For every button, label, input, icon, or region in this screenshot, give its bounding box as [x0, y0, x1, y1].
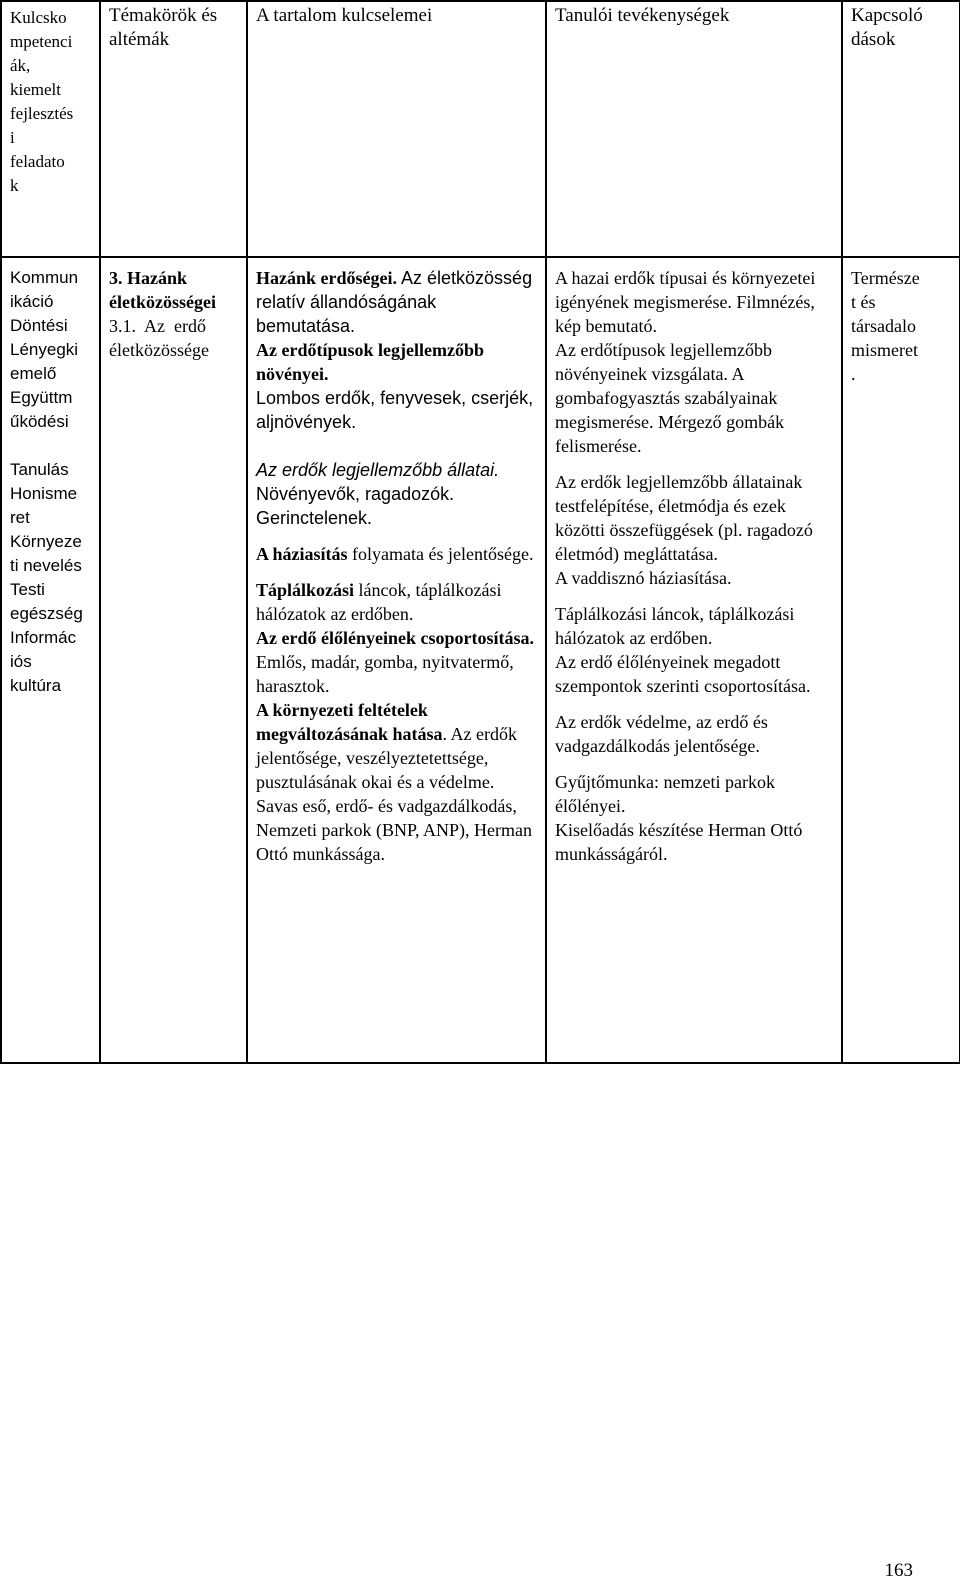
topic-title-line: életközösségei — [109, 292, 216, 312]
spacer — [555, 590, 833, 602]
content-text: Növényevők, ragadozók. Gerinctelenek. — [256, 484, 455, 528]
activity-text: Az erdők védelme, az erdő és vadgazdálkodás jelentősége. — [555, 712, 768, 756]
competency-line: Honisme — [10, 484, 78, 503]
competency-line: Együttm — [10, 388, 73, 407]
connection-line: t és — [851, 292, 876, 312]
competency-line: emelő — [10, 364, 57, 383]
content-text: Lombos erdők, fenyvesek, cserjék, aljnövények. — [256, 388, 534, 432]
competency-line: ti nevelés — [10, 556, 82, 575]
activity-text: Kiselőadás készítése Herman Ottó munkásságáról. — [555, 820, 803, 864]
activity-text: Az erdők legjellemzőbb állatainak testfelépítése, életmódja és ezek közötti összefüggések (pl. ragadozó életmód) megláttatása. — [555, 472, 813, 564]
content-italic: Az erdők legjellemzőbb állatai. — [256, 460, 500, 480]
activity-text: Az erdőtípusok legjellemzőbb növényeinek vizsgálata. A gombafogyasztás szabályainak megismerése. Mérgező gombák felismerése. — [555, 340, 785, 456]
connections-cell — [842, 257, 960, 1063]
header-row — [1, 1, 960, 257]
header-connections — [842, 1, 960, 257]
activity-text: Táplálkozási láncok, táplálkozási hálózatok az erdőben. — [555, 604, 795, 648]
connection-line: . — [851, 364, 856, 384]
competency-line: egészség — [10, 604, 83, 623]
content-bold: Az erdő élőlényeinek csoportosítása. — [256, 628, 534, 648]
header-line: fejlesztés — [10, 104, 74, 123]
header-line: altémák — [109, 29, 170, 50]
topic-title-line: 3. Hazánk — [109, 268, 188, 288]
header-line: mpetenci — [10, 32, 73, 51]
content-row — [1, 257, 960, 1063]
content-block — [256, 698, 537, 794]
content-text: Savas eső, erdő- és vadgazdálkodás, — [256, 796, 517, 816]
competency-line: Kommun — [10, 268, 79, 287]
competency-line: űködési — [10, 412, 69, 431]
content-bold: A környezeti feltételek megváltozásának hatása — [256, 700, 443, 744]
content-text: Az életközösség relatív állandóságának bemutatása. — [256, 268, 533, 336]
spacer — [256, 530, 537, 542]
content-bold: A háziasítás — [256, 544, 348, 564]
activity-text: Gyűjtőmunka: nemzeti parkok élőlényei. — [555, 772, 775, 816]
header-line: Témakörök és — [109, 5, 218, 26]
content-bold: Az erdőtípusok legjellemzőbb növényei. — [256, 340, 484, 384]
header-line: Kulcsko — [10, 8, 67, 27]
content-text: Nemzeti parkok (BNP, ANP), Herman Ottó munkássága. — [256, 820, 532, 864]
content-block — [256, 578, 537, 626]
activities-cell — [546, 257, 842, 1063]
competency-line: Döntési — [10, 316, 68, 335]
competency-line: Lényegki — [10, 340, 79, 359]
content-text: . Az erdők jelentősége, veszélyeztetettsége, pusztulásának okai és a védelme. — [256, 724, 517, 792]
competency-line: Informác — [10, 628, 77, 647]
competency-line: iós — [10, 652, 32, 671]
competency-line: Testi — [10, 580, 45, 599]
header-line: kiemelt — [10, 80, 61, 99]
topic-cell — [100, 257, 247, 1063]
competency-line: ikáció — [10, 292, 54, 311]
topic-title — [109, 266, 238, 290]
content-text: folyamata és jelentősége. — [347, 544, 534, 564]
header-line: feladato — [10, 152, 65, 171]
competencies-cell — [1, 257, 100, 1063]
content-block — [256, 542, 537, 566]
content-block — [256, 266, 537, 338]
header-line: ák, — [10, 56, 31, 75]
competency-line: Környeze — [10, 532, 82, 551]
header-content: A tartalom kulcselemei — [247, 1, 546, 257]
header-activities: Tanulói tevékenységek — [546, 1, 842, 257]
content-bold: Hazánk erdőségei. — [256, 268, 397, 288]
connection-line: társadalo — [851, 316, 916, 336]
competency-line — [10, 434, 91, 458]
connection-line: Természe — [851, 268, 920, 288]
subtopic-title: életközössége — [109, 340, 209, 360]
header-line: dások — [851, 29, 896, 50]
page-number: 163 — [884, 1560, 913, 1581]
content-text: Emlős, madár, gomba, nyitvatermő, harasztok. — [256, 652, 514, 696]
content-cell — [247, 257, 546, 1063]
content-bold: Táplálkozási — [256, 580, 355, 600]
content-text: láncok, táplálkozási hálózatok az erdőben. — [256, 580, 502, 624]
spacer — [555, 758, 833, 770]
header-line: i — [10, 128, 15, 147]
header-line: k — [10, 176, 19, 195]
spacer — [555, 698, 833, 710]
competency-line: ret — [10, 508, 30, 527]
subtopic-title: 3.1. Az erdő — [109, 316, 206, 336]
header-topics — [100, 1, 247, 257]
spacer — [555, 458, 833, 470]
spacer — [256, 434, 537, 458]
activity-text: Az erdő élőlényeinek megadott szempontok szerinti csoportosítása. — [555, 652, 811, 696]
activity-text: A vaddisznó háziasítása. — [555, 568, 732, 588]
connection-line: mismeret — [851, 340, 918, 360]
spacer — [256, 566, 537, 578]
competency-line: kultúra — [10, 676, 62, 695]
header-line: Kapcsoló — [851, 5, 923, 26]
competency-line: Tanulás — [10, 460, 69, 479]
activity-text: A hazai erdők típusai és környezetei igényének megismerése. Filmnézés, kép bemutató. — [555, 268, 816, 336]
header-competencies — [1, 1, 100, 257]
